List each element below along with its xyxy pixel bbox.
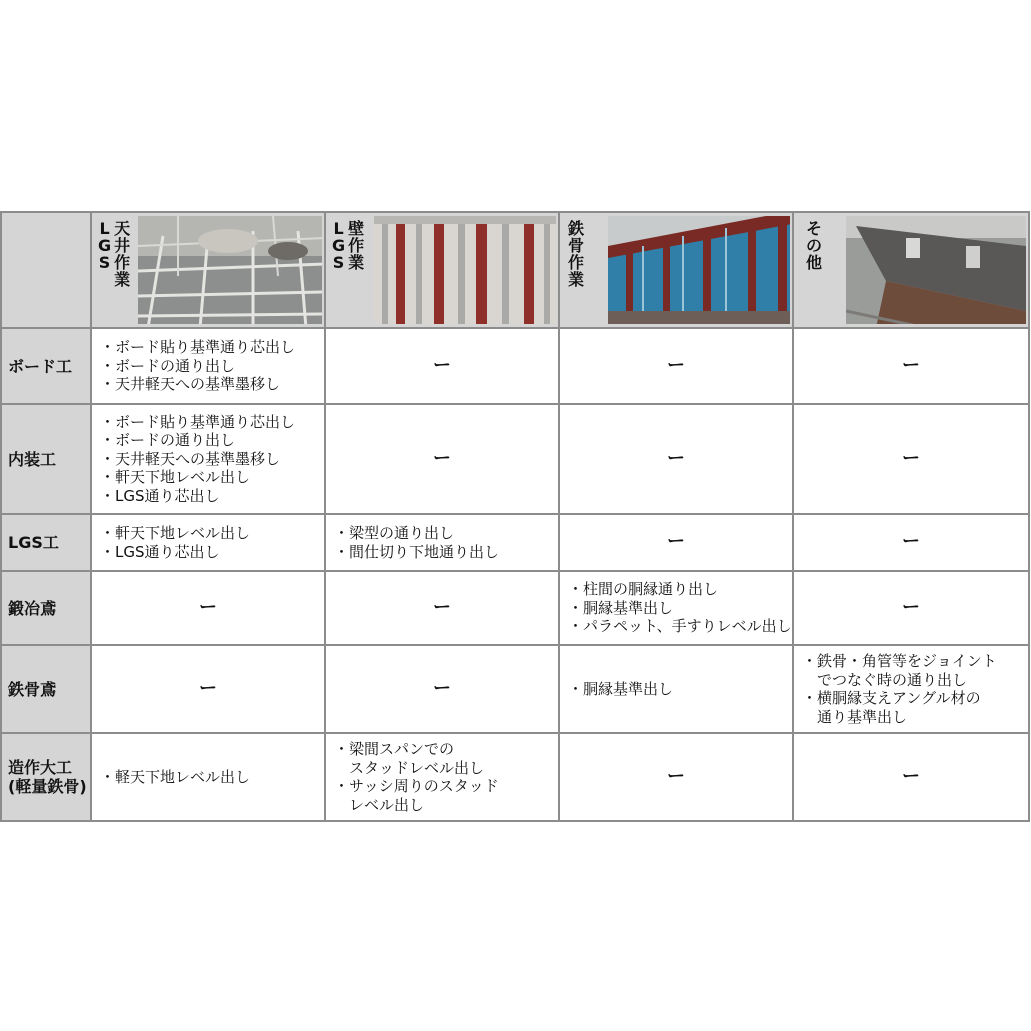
hdr-char: L — [333, 219, 344, 238]
row-label-board — [1, 328, 91, 404]
row-label-lgs — [1, 514, 91, 571]
row-label-text: 鍛冶鳶 — [8, 598, 57, 618]
table-row — [1, 404, 1029, 514]
hdr-char: 骨 — [568, 236, 585, 255]
hdr-char: 他 — [806, 253, 823, 272]
row-label-carpenter — [1, 733, 91, 821]
wall-lgs-photo — [374, 216, 556, 324]
table-cell — [325, 733, 559, 821]
row-label-text: 鉄骨鳶 — [8, 679, 57, 699]
hdr-char: 業 — [348, 253, 365, 272]
hdr-char: 天 — [114, 219, 131, 238]
cell-line: ・軒天下地レベル出し — [100, 468, 251, 487]
header-other — [793, 212, 1029, 328]
row-label-text: ボード工 — [8, 356, 73, 376]
table-cell: ー — [91, 571, 325, 645]
table-cell — [559, 645, 793, 733]
cell-line: ・軒天下地レベル出し — [100, 524, 251, 542]
cell-line: ・間仕切り下地通り出し — [334, 542, 500, 561]
hdr-char: 業 — [114, 270, 131, 289]
table-row — [1, 328, 1029, 404]
cell-line: ・ボードの通り出し — [100, 356, 236, 375]
cell-line: ・梁間スパンでの — [334, 740, 455, 758]
hdr-char: 作 — [114, 253, 131, 272]
cell-line: ・天井軽天への基準墨移し — [100, 449, 281, 468]
cell-line: ・LGS通り芯出し — [100, 486, 220, 505]
hdr-char: S — [332, 253, 345, 272]
header-wall-label — [332, 220, 364, 271]
table-cell: ー — [325, 404, 559, 514]
cell-line: ・ボードの通り出し — [100, 431, 236, 450]
cell-line: ・胴縁基準出し — [568, 598, 674, 617]
hdr-char: 作 — [568, 253, 585, 272]
header-row — [1, 212, 1029, 328]
hdr-char: の — [806, 236, 823, 255]
work-table — [0, 211, 1030, 822]
hdr-char: 壁 — [348, 219, 365, 238]
cell-line: ・胴縁基準出し — [568, 679, 674, 698]
table-cell: ー — [793, 514, 1029, 571]
other-photo — [846, 216, 1026, 324]
row-label-text: 造作大工 — [8, 758, 73, 777]
cell-line: ・サッシ周りのスタッド — [334, 777, 499, 795]
cell-line: ・天井軽天への基準墨移し — [100, 375, 281, 394]
cell-line: スタッドレベル出し — [334, 758, 485, 777]
table-cell: ー — [559, 404, 793, 514]
table-row — [1, 514, 1029, 571]
table-cell — [793, 645, 1029, 733]
header-steel-label — [568, 220, 584, 288]
table-cell: ー — [325, 571, 559, 645]
table-cell — [91, 733, 325, 821]
hdr-char: そ — [806, 219, 823, 238]
hdr-char: G — [332, 236, 346, 255]
table-cell — [91, 404, 325, 514]
cell-line: ・梁型の通り出し — [334, 524, 455, 542]
cell-line: ・LGS通り芯出し — [100, 542, 220, 561]
header-ceiling-lgs — [91, 212, 325, 328]
table-cell — [91, 514, 325, 571]
ceiling-lgs-photo — [138, 216, 322, 324]
hdr-char: L — [99, 219, 110, 238]
table-cell — [559, 571, 793, 645]
header-other-label — [806, 220, 822, 271]
cell-line: 通り基準出し — [802, 707, 908, 726]
cell-line: ・鉄骨・角管等をジョイント — [802, 652, 997, 670]
cell-line: でつなぐ時の通り出し — [802, 670, 968, 689]
table-row — [1, 733, 1029, 821]
header-steel — [559, 212, 793, 328]
table-row — [1, 571, 1029, 645]
table-cell: ー — [559, 328, 793, 404]
cell-line: ・パラペット、手すりレベル出し — [568, 617, 792, 636]
row-label-subtext: (軽量鉄骨) — [8, 777, 87, 796]
table-cell: ー — [559, 733, 793, 821]
cell-line: ・柱間の胴縁通り出し — [568, 580, 719, 599]
cell-line: ・軽天下地レベル出し — [100, 767, 251, 786]
table-cell — [325, 514, 559, 571]
row-label-steel-erector — [1, 645, 91, 733]
table-cell: ー — [793, 404, 1029, 514]
cell-line: ・ボード貼り基準通り芯出し — [100, 338, 296, 357]
table-cell: ー — [793, 328, 1029, 404]
header-wall-lgs — [325, 212, 559, 328]
corner-cell — [1, 212, 91, 328]
hdr-char: 作 — [348, 236, 365, 255]
cell-line: レベル出し — [334, 795, 425, 814]
table-row — [1, 645, 1029, 733]
row-label-smith — [1, 571, 91, 645]
steel-photo — [608, 216, 790, 324]
row-label-interior — [1, 404, 91, 514]
row-label-text: 内装工 — [8, 449, 57, 469]
table-cell: ー — [91, 645, 325, 733]
table-cell: ー — [325, 645, 559, 733]
cell-line: ・横胴縁支えアングル材の — [802, 689, 981, 707]
cell-line: ・ボード貼り基準通り芯出し — [100, 412, 296, 431]
row-label-text: LGS工 — [8, 533, 59, 552]
table-cell: ー — [793, 571, 1029, 645]
table-cell: ー — [559, 514, 793, 571]
header-ceiling-label — [98, 220, 130, 288]
table-cell — [91, 328, 325, 404]
hdr-char: S — [98, 253, 111, 272]
hdr-char: 業 — [568, 270, 585, 289]
table-cell: ー — [793, 733, 1029, 821]
hdr-char: 井 — [114, 236, 131, 255]
table-cell: ー — [325, 328, 559, 404]
hdr-char: 鉄 — [568, 219, 585, 238]
hdr-char: G — [98, 236, 112, 255]
